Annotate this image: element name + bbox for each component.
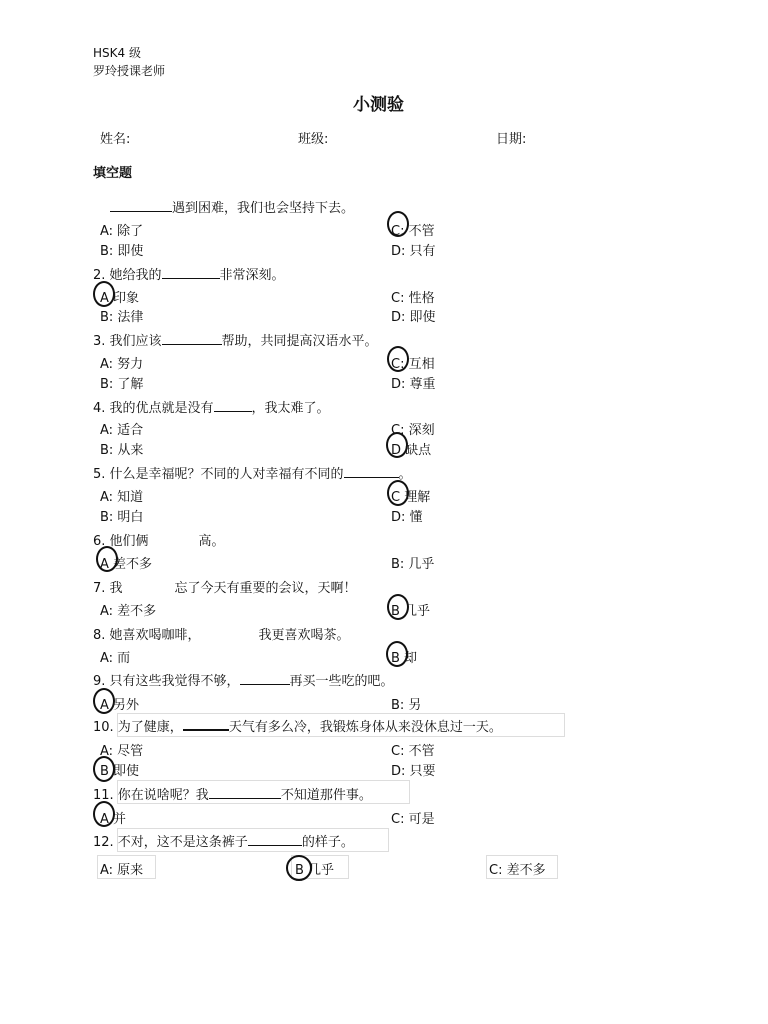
answer-blank bbox=[110, 199, 172, 212]
question-8: 8. 她喜欢喝咖啡， 我更喜欢喝茶。 bbox=[93, 628, 350, 643]
q1-option-c: C: 不管 bbox=[391, 224, 435, 239]
q3-option-d: D: 尊重 bbox=[391, 377, 436, 392]
answer-circle-mark bbox=[96, 546, 118, 572]
q7-option-a: A: 差不多 bbox=[100, 604, 157, 619]
q10-option-a: A: 尽管 bbox=[100, 744, 144, 759]
q4-option-d: D 缺点 bbox=[391, 443, 432, 458]
q4-option-b: B: 从来 bbox=[100, 443, 144, 458]
answer-blank bbox=[214, 399, 252, 412]
q9-option-b: B: 另 bbox=[391, 698, 422, 713]
q12-option-a: A: 原来 bbox=[100, 863, 144, 878]
answer-circle-mark bbox=[386, 432, 408, 458]
q10-option-d: D: 只要 bbox=[391, 764, 436, 779]
q2-option-b: B: 法律 bbox=[100, 310, 144, 325]
teacher-label: 罗玲授课老师 bbox=[93, 64, 166, 78]
q11-option-c: C: 可是 bbox=[391, 812, 435, 827]
question-4: 4. 我的优点就是没有 ，我太难了。 bbox=[93, 401, 330, 416]
answer-circle-mark bbox=[93, 281, 115, 307]
q8-option-a: A: 而 bbox=[100, 651, 131, 666]
q3-option-b: B: 了解 bbox=[100, 377, 144, 392]
answer-blank bbox=[162, 266, 220, 279]
answer-circle-mark bbox=[93, 756, 115, 782]
answer-blank bbox=[344, 465, 399, 478]
answer-circle-mark bbox=[387, 346, 409, 372]
q12-option-b: B 几乎 bbox=[295, 863, 335, 878]
q1-option-d: D: 只有 bbox=[391, 244, 436, 259]
question-5: 5. 什么是幸福呢？不同的人对幸福有不同的 。 bbox=[93, 467, 412, 482]
q3-option-c: C: 互相 bbox=[391, 357, 435, 372]
answer-blank bbox=[183, 717, 229, 731]
answer-circle-mark bbox=[387, 211, 409, 237]
q1-option-a: A: 除了 bbox=[100, 224, 144, 239]
q11-option-a: A 并 bbox=[100, 812, 127, 827]
q9-option-a: A 另外 bbox=[100, 698, 140, 713]
q5-option-b: B: 明白 bbox=[100, 510, 144, 525]
q6-option-a: A 差不多 bbox=[100, 557, 153, 572]
question-6: 6. 他们俩 高。 bbox=[93, 534, 225, 549]
answer-circle-mark bbox=[387, 480, 409, 506]
question-9: 9. 只有这些我觉得不够， 再买一些吃的吧。 bbox=[93, 674, 394, 689]
answer-blank bbox=[248, 833, 302, 846]
answer-blank bbox=[162, 332, 222, 345]
q3-option-a: A: 努力 bbox=[100, 357, 144, 372]
question-3: 3. 我们应该 帮助，共同提高汉语水平。 bbox=[93, 334, 378, 349]
q8-option-b: B 却 bbox=[391, 651, 418, 666]
level-label: HSK4 级 bbox=[93, 46, 141, 60]
q5-option-a: A: 知道 bbox=[100, 490, 144, 505]
q1-option-b: B: 即使 bbox=[100, 244, 144, 259]
page-title: 小测验 bbox=[353, 95, 404, 115]
q5-option-c: C 理解 bbox=[391, 490, 431, 505]
date-field-label: 日期: bbox=[496, 132, 527, 147]
answer-circle-mark bbox=[386, 641, 408, 667]
q2-option-a: A 印象 bbox=[100, 291, 140, 306]
question-2: 2. 她给我的 非常深刻。 bbox=[93, 268, 285, 283]
answer-circle-mark bbox=[93, 688, 115, 714]
q5-option-d: D: 懂 bbox=[391, 510, 423, 525]
answer-blank bbox=[209, 786, 281, 799]
q10-option-c: C: 不管 bbox=[391, 744, 435, 759]
question-12: 12. 不对，这不是这条裤子 的样子。 bbox=[93, 835, 354, 850]
q2-option-c: C: 性格 bbox=[391, 291, 435, 306]
answer-circle-mark bbox=[387, 594, 409, 620]
q6-option-b: B: 几乎 bbox=[391, 557, 435, 572]
question-7: 7. 我 忘了今天有重要的会议，天啊！ bbox=[93, 581, 357, 596]
answer-circle-mark bbox=[286, 855, 312, 881]
q4-option-c: C: 深刻 bbox=[391, 423, 435, 438]
section-heading: 填空题 bbox=[93, 166, 133, 181]
q2-option-d: D: 即使 bbox=[391, 310, 436, 325]
question-11: 11. 你在说啥呢？我 不知道那件事。 bbox=[93, 788, 372, 803]
answer-circle-mark bbox=[93, 801, 115, 827]
question-10: 10. 为了健康， 天气有多么冷，我锻炼身体从来没休息过一天。 bbox=[93, 716, 502, 735]
q10-option-b: B 即使 bbox=[100, 764, 140, 779]
class-field-label: 班级: bbox=[298, 132, 329, 147]
q4-option-a: A: 适合 bbox=[100, 423, 144, 438]
name-field-label: 姓名: bbox=[100, 132, 131, 147]
question-1: 遇到困难，我们也会坚持下去。 bbox=[110, 197, 354, 216]
answer-blank bbox=[240, 672, 290, 685]
q7-option-b: B 几乎 bbox=[391, 604, 431, 619]
q12-option-c: C: 差不多 bbox=[489, 863, 546, 878]
